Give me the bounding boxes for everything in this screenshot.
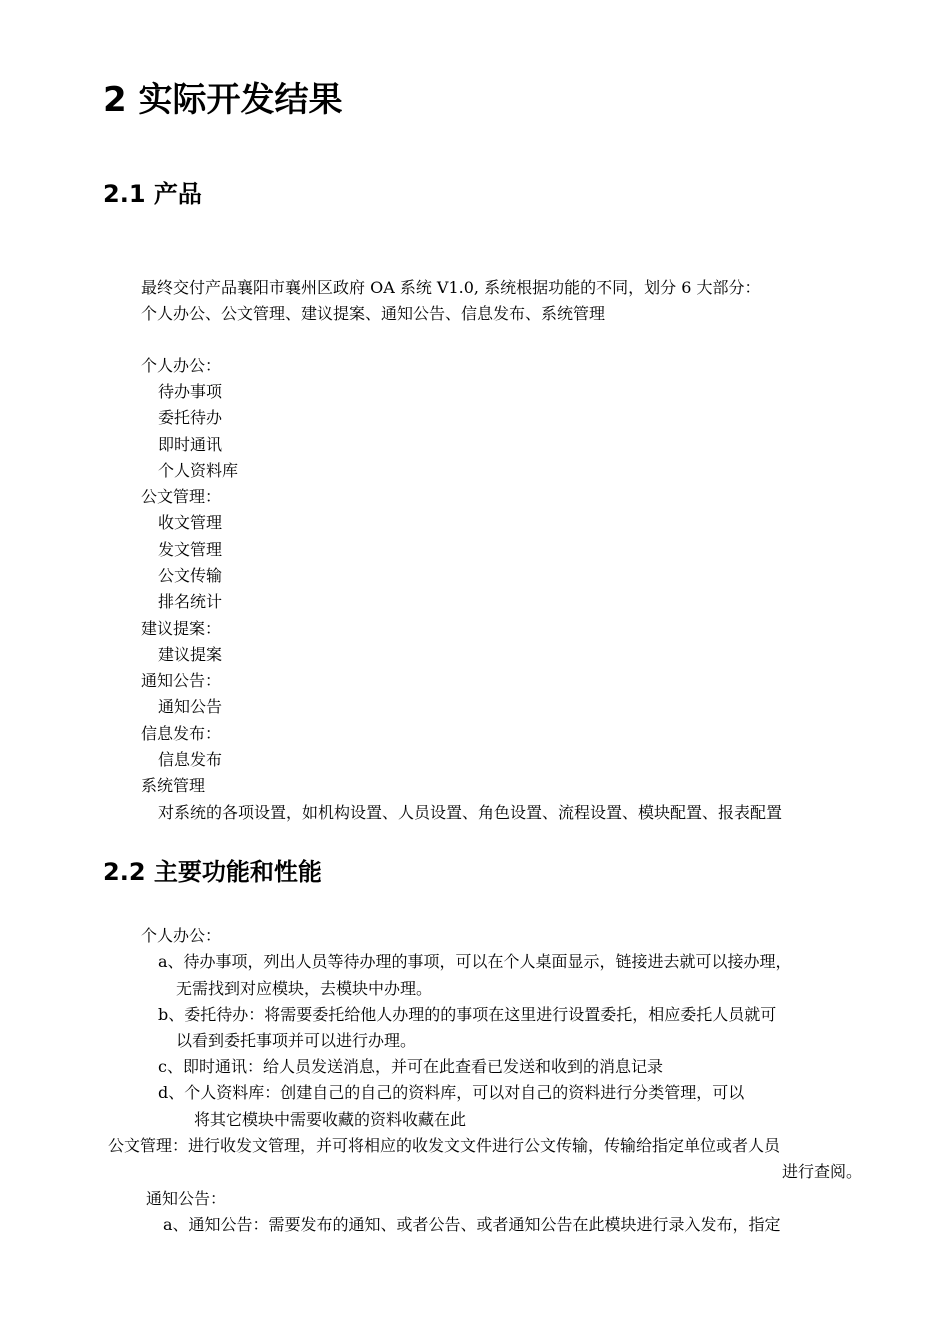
list-item: 委托待办 <box>158 408 223 427</box>
list-item: d、个人资料库：创建自己的自己的资料库，可以对自己的资料进行分类管理，可以 <box>158 1083 745 1102</box>
list-item: 通知公告 <box>158 697 223 716</box>
list-category: 建议提案： <box>141 619 222 638</box>
list-item: b、委托待办：将需要委托给他人办理的的事项在这里进行设置委托，相应委托人员就可 <box>158 1005 777 1024</box>
list-item: 公文传输 <box>158 566 223 585</box>
page-title-text: 实际开发结果 <box>126 80 343 120</box>
list-item: 信息发布 <box>158 750 223 769</box>
paragraph-line: 最终交付产品襄阳市襄州区政府 OA 系统 V1.0, 系统根据功能的不同，划分 6 大部分： <box>141 278 761 297</box>
paragraph-line: 公文管理：进行收发文管理，并可将相应的收发文文件进行公文传输，传输给指定单位或者人员 <box>108 1136 781 1155</box>
list-category: 个人办公： <box>141 356 222 375</box>
section-heading-functions <box>103 856 322 888</box>
page-title-number: 2 <box>103 80 127 120</box>
section-title: 产品 <box>145 180 202 208</box>
list-item: 个人资料库 <box>158 461 239 480</box>
section-number: 2.2 <box>103 858 146 886</box>
list-item-continuation: 将其它模块中需要收藏的资料收藏在此 <box>194 1110 467 1129</box>
section-title: 主要功能和性能 <box>145 858 322 886</box>
list-item: 对系统的各项设置，如机构设置、人员设置、角色设置、流程设置、模块配置、报表配置 <box>158 803 783 822</box>
list-item: a、通知公告：需要发布的通知、或者公告、或者通知公告在此模块进行录入发布，指定 <box>163 1215 781 1234</box>
list-category: 通知公告： <box>141 671 222 690</box>
paragraph-line: 进行查阅。 <box>781 1162 862 1181</box>
list-item: c、即时通讯：给人员发送消息，并可在此查看已发送和收到的消息记录 <box>158 1057 663 1076</box>
section-heading-product <box>103 178 202 210</box>
list-item: a、待办事项，列出人员等待办理的事项，可以在个人桌面显示，链接进去就可以接办理， <box>158 952 792 971</box>
paragraph-line: 个人办公、公文管理、建议提案、通知公告、信息发布、系统管理 <box>141 304 606 323</box>
page-title <box>103 78 343 122</box>
list-item: 发文管理 <box>158 540 223 559</box>
list-category: 系统管理 <box>141 776 206 795</box>
list-item: 待办事项 <box>158 382 223 401</box>
list-item: 排名统计 <box>158 592 223 611</box>
list-category: 通知公告： <box>146 1189 227 1208</box>
section-number: 2.1 <box>103 180 146 208</box>
list-category: 个人办公： <box>141 926 222 945</box>
list-category: 信息发布： <box>141 724 222 743</box>
list-item-continuation: 以看到委托事项并可以进行办理。 <box>176 1031 417 1050</box>
list-item-continuation: 无需找到对应模块，去模块中办理。 <box>176 979 433 998</box>
list-category: 公文管理： <box>141 487 222 506</box>
list-item: 建议提案 <box>158 645 223 664</box>
list-item: 即时通讯 <box>158 435 223 454</box>
list-item: 收文管理 <box>158 513 223 532</box>
